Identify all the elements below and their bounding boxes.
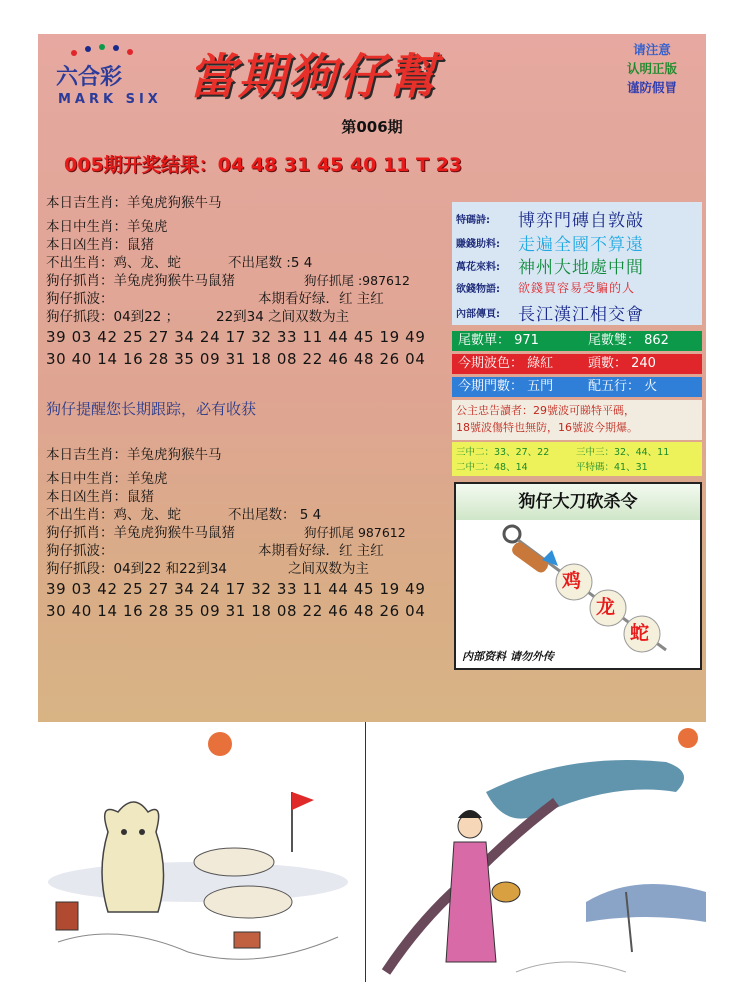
row-text: 本日吉生肖：羊兔虎狗猴牛马 [46,195,222,211]
tail-bar [452,331,702,351]
maiden-illustration [365,722,706,982]
poem-label: 內部傳頁: [456,309,500,320]
tail-single: 尾數單： 971 [458,333,539,348]
row-right-text: 之间双数为主 [288,561,369,577]
row-text: 本日凶生肖：鼠猪 [46,237,154,253]
wave-bar [452,354,702,374]
row-right-text: 不出尾数： 5 4 [228,507,322,523]
combo-row [456,444,698,459]
poem-box [452,202,702,325]
poster [38,34,706,722]
row-text: 本日中生肖：羊兔虎 [46,219,168,235]
row-text: 不出生肖：鸡、龙、蛇 [46,255,181,271]
mark-six-logo [46,40,176,110]
page-title: 當期狗仔幫 [188,49,439,105]
announcement-box [452,400,702,440]
number-line: 39 03 42 25 27 34 24 17 32 33 11 44 45 19 49 [46,328,426,346]
poem-row [456,277,698,301]
prediction-block-2 [46,446,456,622]
row-text: 本日中生肖：羊兔虎 [46,471,168,487]
number-line: 30 40 14 16 28 35 09 31 18 08 22 46 48 26 04 [46,350,426,368]
combo-right: 三中三：32、44、11 [576,447,670,458]
info-row [46,446,456,464]
info-row [46,236,456,254]
cat-scene-image [38,722,364,982]
notice-line-2: 认明正版 [626,61,677,76]
row-right-text: 22到34 之间双数为主 [216,309,350,325]
row-text: 本日吉生肖：羊兔虎狗猴牛马 [46,447,222,463]
notice-box [604,40,700,97]
info-row [46,560,456,578]
announcement-line: 18號波傷特也無防，16號波今期爆。 [456,421,638,434]
combo-box [452,442,702,476]
combo-left: 三中二：33、27、22 [456,447,550,458]
zodiac-chicken: 鸡 [562,570,582,592]
row-right-text: 不出尾数 :5 4 [228,255,313,271]
row-text: 狗仔抓肖：羊兔虎狗猴牛马鼠猪 [46,525,235,541]
kill-order-footer: 内部资料 请勿外传 [462,650,554,663]
info-row [46,290,456,308]
info-row [46,308,456,326]
kill-order-box [454,482,702,670]
prediction-block-1 [46,194,456,370]
gate-count: 今期門數： 五門 [458,379,554,394]
poem-text: 欲錢買容易受騙的人 [518,280,636,295]
row-right-text: 狗仔抓尾 :987612 [304,273,410,288]
info-row [46,194,456,212]
combo-right: 平特碼：41、31 [576,462,648,473]
row-text: 狗仔抓肖：羊兔虎狗猴牛马鼠猪 [46,273,235,289]
info-row [46,254,456,272]
info-row [46,542,456,560]
row-text: 狗仔抓波： [46,543,114,559]
gate-bar [452,377,702,397]
number-line: 30 40 14 16 28 35 09 31 18 08 22 46 48 26 04 [46,602,426,620]
tail-double: 尾數雙： 862 [588,333,669,348]
info-row [46,218,456,236]
number-line: 39 03 42 25 27 34 24 17 32 33 11 44 45 19 49 [46,580,426,598]
logo-dots-icon [68,44,148,58]
poem-label: 萬花來料: [456,262,500,273]
poem-label: 欲錢物語: [456,283,500,295]
info-row [46,272,456,290]
row-right-text: 本期看好绿．红 主红 [258,543,384,559]
poem-row [456,206,698,230]
poem-text: 長江漢江相交會 [518,305,644,325]
zodiac-snake: 蛇 [630,622,650,644]
combo-row [456,459,698,474]
poem-text: 走遍全國不算遠 [518,234,644,255]
logo-text: 六合彩 [56,64,123,90]
row-text: 狗仔抓波： [46,291,114,307]
info-row [46,470,456,488]
reminder-text: 狗仔提醒您长期跟踪，必有收获 [46,400,257,418]
poem-label: 賺錢助料: [456,238,500,250]
info-row [46,506,456,524]
poem-label: 特碼詩: [456,215,490,226]
combo-left: 二中二：48、14 [456,462,528,473]
row-text: 本日凶生肖：鼠猪 [46,489,154,505]
poem-text: 博弈門磚自敦敲 [518,211,644,231]
cat-illustration [38,722,364,982]
draw-result: 005期开奖结果：04 48 31 45 40 11 T 23 [64,154,463,176]
poem-row [456,230,698,254]
notice-line-1: 请注意 [633,42,671,57]
row-right-text: 本期看好绿．红 主红 [258,291,384,307]
element: 配五行： 火 [588,379,658,394]
row-text: 不出生肖：鸡、龙、蛇 [46,507,181,523]
info-row [46,488,456,506]
zodiac-dragon: 龙 [596,596,616,618]
issue-number: 第006期 [341,118,403,136]
info-panel [452,202,702,476]
row-right-text: 狗仔抓尾 987612 [304,525,406,540]
head-number: 頭數： 240 [588,356,656,371]
skewer-icon [456,520,700,668]
notice-line-3: 谨防假冒 [626,80,677,95]
row-text: 狗仔抓段：04到22 和22到34 [46,561,228,577]
announcement-line: 公主忠告讀者：29號波可睇特平碼， [456,404,635,417]
poem-text: 神州大地處中間 [518,258,644,278]
wave-color: 今期波色： 綠紅 [458,356,554,371]
row-text: 狗仔抓段：04到22 ； [46,309,180,325]
maiden-scene-image [366,722,706,982]
logo-subtext: MARK SIX [58,92,162,107]
kill-order-title: 狗仔大刀砍杀令 [456,484,700,520]
info-row [46,524,456,542]
poem-row [456,300,698,324]
poem-row [456,253,698,277]
